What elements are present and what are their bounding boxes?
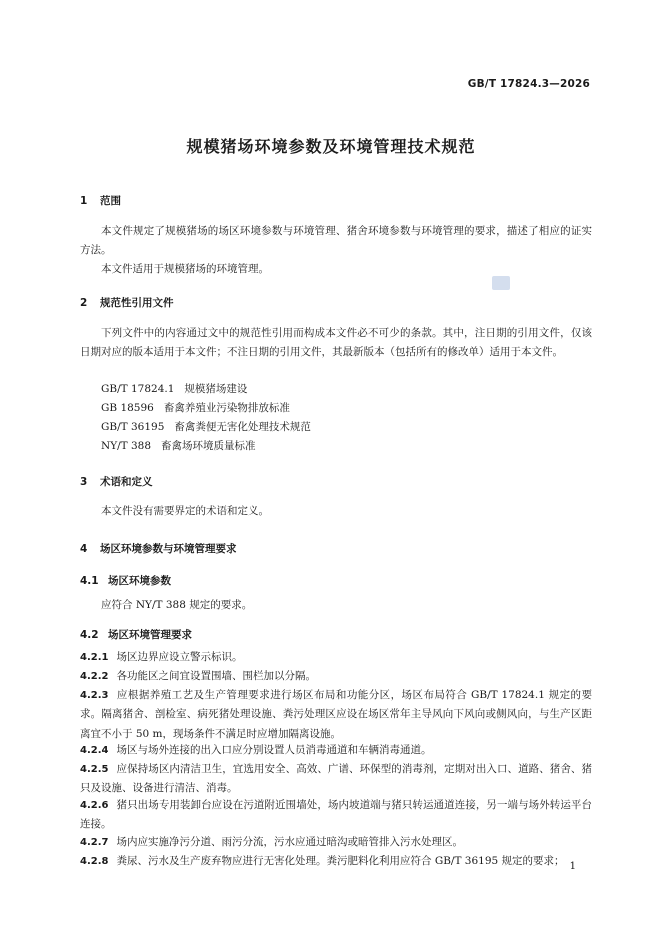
section-title: 范围 [100, 195, 121, 207]
clause-item: 4.2.3 应根据养殖工艺及生产管理要求进行场区布局和功能分区，场区布局符合 GB/T 17824.1 规定的要求。隔离猪舍、剖检室、病死猪处理设施、粪污处理区应设在场区常年主导风向下风向或侧风向，与生产区距离宜不小于 50 m，现场条件不满足时应增加隔离设施。 [80, 689, 592, 740]
section-title: 规范性引用文件 [100, 297, 174, 309]
clause-item: 4.2.7 场内应实施净污分道、雨污分流，污水应通过暗沟或暗管排入污水处理区。 [80, 836, 463, 848]
clause-item: 4.2.4 场区与场外连接的出入口应分别设置人员消毒通道和车辆消毒通道。 [80, 744, 432, 756]
section-2-para-1: 下列文件中的内容通过文中的规范性引用而构成本文件必不可少的条款。其中，注日期的引用文件，仅该日期对应的版本适用于本文件；不注日期的引用文件，其最新版本（包括所有的修改单）适用于本文件。 [80, 327, 592, 359]
standard-code: GB/T 17824.3—2026 [467, 78, 590, 90]
clause-item: 4.2.5 应保持场区内清洁卫生，宜选用安全、高效、广谱、环保型的消毒剂，定期对出入口、道路、猪舍、猪只及设施、设备进行清洁、消毒。 [80, 763, 592, 795]
section-1-para-2: 本文件适用于规模猪场的环境管理。 [101, 263, 269, 275]
section-1-heading [80, 193, 121, 208]
reference-item: GB/T 17824.1 规模猪场建设 [101, 383, 248, 395]
section-4-1-para-1: 应符合 NY/T 388 规定的要求。 [101, 599, 253, 611]
section-4-2-heading [80, 627, 192, 642]
reference-item: GB 18596 畜禽养殖业污染物排放标准 [101, 402, 290, 414]
clause-item: 4.2.2 各功能区之间宜设置围墙、围栏加以分隔。 [80, 670, 316, 682]
section-title: 场区环境管理要求 [108, 629, 192, 641]
section-number: 4.2 [80, 629, 99, 641]
section-title: 术语和定义 [100, 476, 153, 488]
section-title: 场区环境参数与环境管理要求 [100, 543, 237, 555]
section-3-para-1: 本文件没有需要界定的术语和定义。 [101, 505, 269, 517]
section-number: 4 [80, 543, 88, 555]
section-4-1-heading [80, 573, 171, 588]
section-3-heading [80, 474, 153, 489]
clause-item: 4.2.8 粪尿、污水及生产废弃物应进行无害化处理。粪污肥料化利用应符合 GB/T 36195 规定的要求； [80, 855, 565, 867]
page-number: 1 [569, 861, 576, 872]
section-number: 3 [80, 476, 88, 488]
reference-item: GB/T 36195 畜禽粪便无害化处理技术规范 [101, 421, 311, 433]
section-title: 场区环境参数 [108, 575, 171, 587]
section-number: 4.1 [80, 575, 99, 587]
section-number: 2 [80, 297, 88, 309]
section-2-heading [80, 295, 174, 310]
section-1-para-1: 本文件规定了规模猪场的场区环境参数与环境管理、猪舍环境参数与环境管理的要求，描述了相应的证实方法。 [80, 225, 592, 257]
watermark-stamp-icon [492, 276, 510, 290]
section-number: 1 [80, 195, 88, 207]
section-4-heading [80, 541, 237, 556]
clause-item: 4.2.6 猪只出场专用装卸台应设在污道附近围墙处，场内坡道端与猪只转运通道连接，另一端与场外转运平台连接。 [80, 799, 592, 831]
reference-item: NY/T 388 畜禽场环境质量标准 [101, 440, 256, 452]
document-title: 规模猪场环境参数及环境管理技术规范 [186, 137, 476, 156]
clause-item: 4.2.1 场区边界应设立警示标识。 [80, 651, 243, 663]
